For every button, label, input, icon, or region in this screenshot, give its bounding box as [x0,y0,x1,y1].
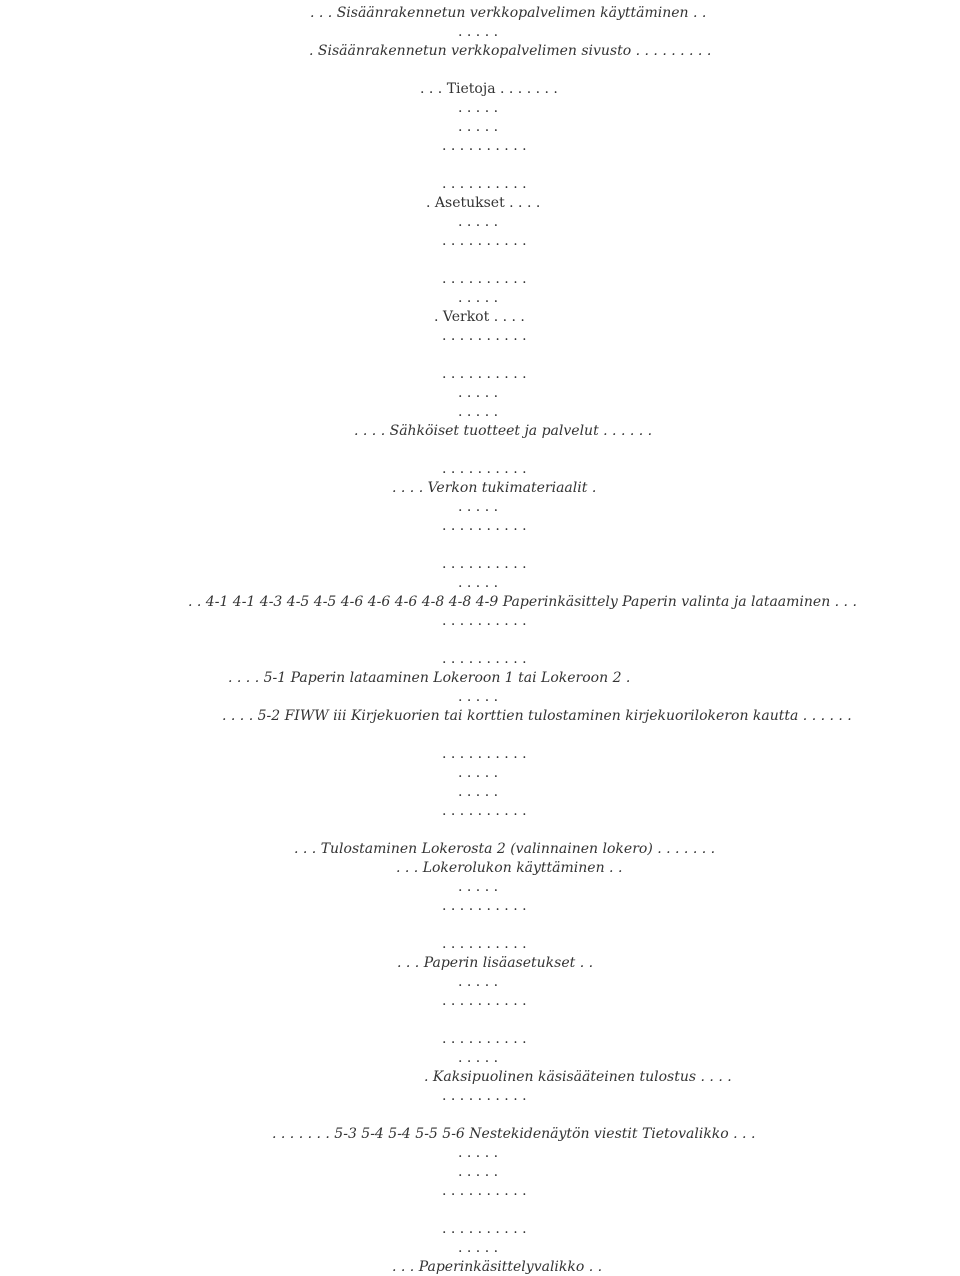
toc-line: . . . . . . . . . . [442,803,527,819]
toc-line: . . . . . . . . . . [442,176,527,192]
toc-line: . . . . . . . . . . [442,556,527,572]
toc-line: . . . . . . . . . . [442,1031,527,1047]
toc-line: . . . . Sähköiset tuotteet ja palvelut . . . . . . [354,423,653,439]
toc-line: . . . . . [458,784,499,800]
toc-line: . . . . . [458,765,499,781]
toc-line: . . . Sisäänrakennetun verkkopalvelimen käyttäminen . . [310,5,707,21]
toc-line: . . . . . [458,1050,499,1066]
toc-line: . . 4-1 4-1 4-3 4-5 4-5 4-6 4-6 4-6 4-8 4-8 4-9 Paperinkäsittely Paperin valinta ja lataaminen . . . [188,594,857,610]
toc-line: . . . . . . . . . . [442,366,527,382]
toc-line: . . . . . [458,575,499,591]
toc-line: . . . . . [458,1164,499,1180]
toc-line: . . . . . [458,689,499,705]
toc-line: . . . . . [458,404,499,420]
toc-line: . . . . . . . . . . [442,1221,527,1237]
toc-line: . Verkot . . . . [434,309,525,325]
toc-line: . . . . . . . . . . [442,271,527,287]
toc-line: . . . . . . . . . . [442,138,527,154]
toc-line: . . . . . . . . . . [442,993,527,1009]
toc-line: . . . . 5-2 FIWW iii Kirjekuorien tai korttien tulostaminen kirjekuorilokeron kautta . . . . . . [222,708,852,724]
toc-line: . . . . . [458,499,499,515]
toc-line: . . . . . [458,214,499,230]
toc-line: . . . . . [458,385,499,401]
toc-line: . . . . . . . . . . [442,1183,527,1199]
toc-line: . . . . . . . . . . [442,461,527,477]
toc-line: . . . Tulostaminen Lokerosta 2 (valinnainen lokero) . . . . . . . [294,841,716,857]
toc-line: . . . . . [458,1240,499,1256]
toc-line: . . . . . . . . . . [442,746,527,762]
toc-line: . . . . . . . . . . [442,518,527,534]
toc-line: . . . Lokerolukon käyttäminen . . [396,860,623,876]
toc-line: . . . . . [458,24,499,40]
toc-line: . Asetukset . . . . [426,195,541,211]
toc-line: . Sisäänrakennetun verkkopalvelimen sivusto . . . . . . . . . [309,43,712,59]
toc-line: . . . Paperinkäsittelyvalikko . . [392,1259,603,1275]
toc-line: . . . . . [458,1145,499,1161]
toc-line: . . . . . . . 5-3 5-4 5-4 5-5 5-6 Nestekidenäytön viestit Tietovalikko . . . [272,1126,756,1142]
toc-line: . . . . . [458,290,499,306]
toc-line: . . . . . [458,879,499,895]
toc-line: . . . . . . . . . . [442,898,527,914]
toc-line: . . . . . . . . . . [442,613,527,629]
toc-line: . . . . . . . . . . [442,328,527,344]
toc-line: . . . . . . . . . . [442,936,527,952]
toc-line: . . . . . . . . . . [442,233,527,249]
toc-line: . . . . Verkon tukimateriaalit . [392,480,597,496]
toc-line: . . . . . . . . . . [442,651,527,667]
toc-line: . . . . . [458,100,499,116]
toc-line: . . . . . . . . . . [442,1088,527,1104]
toc-line: . Kaksipuolinen käsisääteinen tulostus . . . . [424,1069,732,1085]
toc-line: . . . Paperin lisäasetukset . . [397,955,594,971]
toc-line: . . . . 5-1 Paperin lataaminen Lokeroon 1 tai Lokeroon 2 . [228,670,631,686]
toc-line: . . . . . [458,119,499,135]
toc-line: . . . Tietoja . . . . . . . [420,81,558,97]
toc-line: . . . . . [458,974,499,990]
